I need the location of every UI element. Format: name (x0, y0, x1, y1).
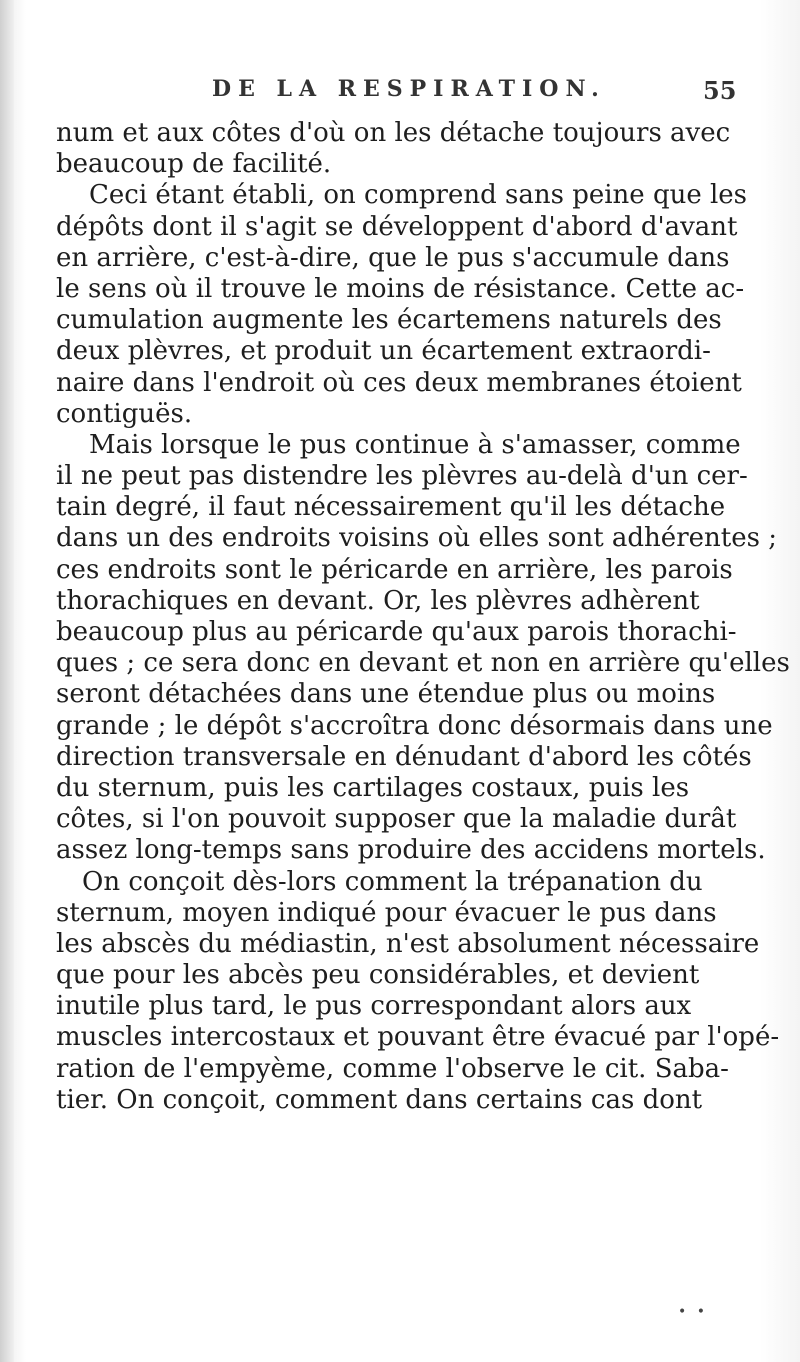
printer-mark: • • (678, 1304, 708, 1320)
body-text (56, 118, 790, 1116)
text-line: contiguës. (56, 398, 193, 429)
text-line: Mais lorsque le pus continue à s'amasser, comme (89, 429, 741, 460)
text-line: inutile plus tard, le pus correspondant alors aux (56, 991, 692, 1022)
page-number: 55 (703, 76, 737, 105)
text-line: muscles intercostaux et pouvant être évacué par l'opé- (56, 1022, 780, 1053)
text-line: il ne peut pas distendre les plèvres au-delà d'un cer- (56, 461, 748, 492)
text-line: cumulation augmente les écartemens naturels des (56, 305, 722, 336)
text-line: ration de l'empyème, comme l'observe le cit. Saba- (56, 1053, 729, 1084)
text-line: beaucoup de facilité. (56, 149, 332, 180)
text-line: ques ; ce sera donc en devant et non en arrière qu'elles (56, 648, 790, 679)
text-line: grande ; le dépôt s'accroîtra donc désormais dans une (56, 710, 773, 741)
text-line: thorachiques en devant. Or, les plèvres adhèrent (56, 585, 700, 616)
page-header (0, 76, 800, 110)
text-line: dépôts dont il s'agit se développent d'abord d'avant (56, 211, 738, 242)
text-line: dans un des endroits voisins où elles sont adhérentes ; (56, 523, 777, 554)
text-line: sternum, moyen indiqué pour évacuer le pus dans (56, 897, 717, 928)
text-line: du sternum, puis les cartilages costaux, puis les (56, 772, 690, 803)
text-line: le sens où il trouve le moins de résistance. Cette ac- (56, 273, 745, 304)
text-line: beaucoup plus au péricarde qu'aux parois thorachi- (56, 617, 737, 647)
text-line: num et aux côtes d'où on les détache toujours avec (56, 118, 731, 148)
text-line: tain degré, il faut nécessairement qu'il les détache (56, 492, 726, 523)
page-gutter (0, 0, 14, 1362)
text-line: naire dans l'endroit où ces deux membranes étoient (56, 367, 742, 398)
text-line: tier. On conçoit, comment dans certains cas dont (56, 1084, 703, 1115)
text-line: assez long-temps sans produire des accidens mortels. (56, 835, 766, 866)
text-line: les abscès du médiastin, n'est absolument nécessaire (56, 928, 760, 959)
text-line: en arrière, c'est-à-dire, que le pus s'accumule dans (56, 242, 730, 273)
text-line: seront détachées dans une étendue plus ou moins (56, 679, 716, 710)
text-line: Ceci étant établi, on comprend sans peine que les (89, 180, 748, 211)
text-line: On conçoit dès-lors comment la trépanation du (82, 866, 703, 897)
running-title: DE LA RESPIRATION. (212, 76, 606, 102)
text-line: direction transversale en dénudant d'abord les côtés (56, 741, 752, 772)
text-line: que pour les abcès peu considérables, et devient (56, 960, 700, 991)
text-line: deux plèvres, et produit un écartement extraordi- (56, 336, 711, 367)
text-line: côtes, si l'on pouvoit supposer que la maladie durât (56, 804, 737, 835)
text-line: ces endroits sont le péricarde en arrière, les parois (56, 554, 733, 585)
